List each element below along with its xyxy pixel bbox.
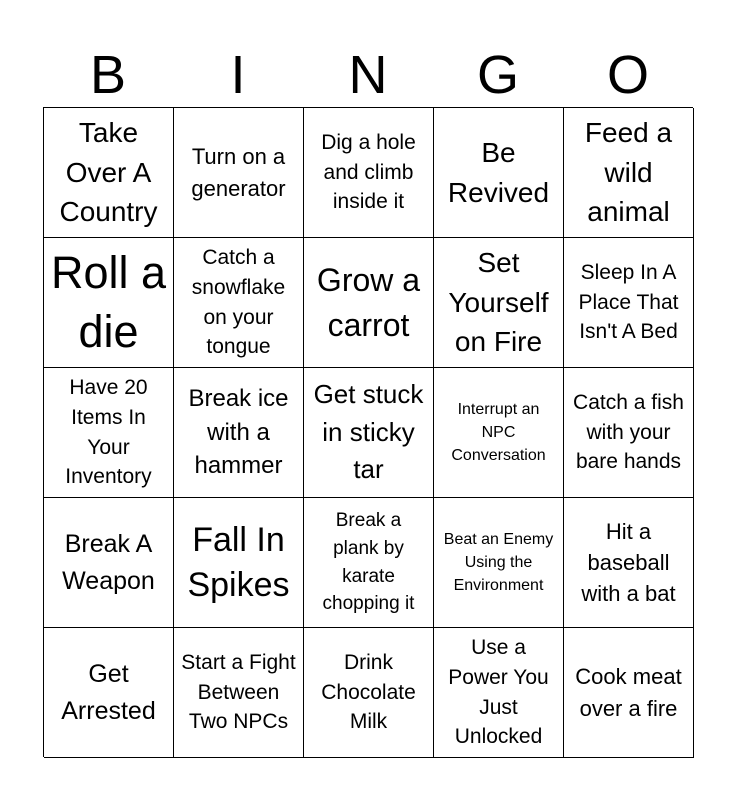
bingo-cell[interactable]	[434, 238, 564, 368]
bingo-cell[interactable]	[174, 498, 304, 628]
cell-label: Use a Power You Just Unlocked	[448, 635, 549, 749]
cell-label: Set Yourself on Fire	[448, 246, 549, 358]
bingo-cell[interactable]	[564, 628, 694, 758]
cell-label: Start a Fight Between Two NPCs	[181, 650, 296, 734]
cell-label: Catch a fish with your bare hands	[573, 390, 684, 474]
bingo-cell[interactable]	[174, 368, 304, 498]
bingo-cell[interactable]	[304, 238, 434, 368]
header-letter-o: O	[606, 45, 649, 105]
header-letter-i: I	[230, 45, 246, 105]
cell-label: Sleep In A Place That Isn't A Bed	[578, 260, 679, 344]
bingo-cell[interactable]	[304, 498, 434, 628]
cell-label: Hit a baseball with a bat	[581, 518, 676, 607]
bingo-cell[interactable]	[564, 498, 694, 628]
bingo-cell[interactable]	[434, 628, 564, 758]
bingo-grid	[43, 107, 693, 757]
cell-label: Break a plank by karate chopping it	[322, 510, 415, 615]
cell-label: Fall In Spikes	[187, 521, 290, 604]
bingo-cell[interactable]	[44, 628, 174, 758]
bingo-cell[interactable]	[44, 108, 174, 238]
bingo-cell[interactable]	[174, 238, 304, 368]
cell-label: Catch a snowflake on your tongue	[191, 245, 286, 359]
bingo-cell[interactable]	[434, 498, 564, 628]
cell-label: Beat an Enemy Using the Environment	[443, 530, 554, 595]
cell-label: Grow a carrot	[316, 262, 421, 343]
cell-label: Get Arrested	[61, 660, 156, 725]
cell-label: Drink Chocolate Milk	[321, 650, 416, 734]
bingo-cell[interactable]	[564, 238, 694, 368]
cell-label: Get stuck in sticky tar	[313, 379, 424, 485]
cell-label: Be Revived	[447, 136, 550, 208]
bingo-cell[interactable]	[44, 368, 174, 498]
bingo-header	[43, 44, 693, 106]
cell-label: Turn on a generator	[191, 144, 286, 201]
cell-label: Interrupt an NPC Conversation	[451, 400, 546, 465]
cell-label: Feed a wild animal	[584, 116, 673, 228]
cell-label: Take Over A Country	[59, 116, 158, 228]
cell-label: Break ice with a hammer	[188, 385, 289, 480]
cell-label: Dig a hole and climb inside it	[321, 130, 416, 214]
header-letter-g: G	[476, 45, 519, 105]
bingo-cell[interactable]	[44, 498, 174, 628]
bingo-cell[interactable]	[434, 108, 564, 238]
cell-label: Cook meat over a fire	[575, 664, 682, 721]
bingo-cell[interactable]	[564, 108, 694, 238]
cell-label: Break A Weapon	[62, 530, 155, 595]
bingo-cell[interactable]	[44, 238, 174, 368]
header-letter-b: B	[89, 45, 127, 105]
header-letter-n: N	[348, 45, 388, 105]
cell-label: Have 20 Items In Your Inventory	[65, 375, 152, 489]
bingo-cell[interactable]	[174, 108, 304, 238]
bingo-cell[interactable]	[174, 628, 304, 758]
bingo-cell[interactable]	[304, 108, 434, 238]
bingo-cell[interactable]	[304, 628, 434, 758]
bingo-cell[interactable]	[304, 368, 434, 498]
bingo-cell[interactable]	[434, 368, 564, 498]
bingo-cell[interactable]	[564, 368, 694, 498]
cell-label: Roll a die	[50, 247, 167, 357]
